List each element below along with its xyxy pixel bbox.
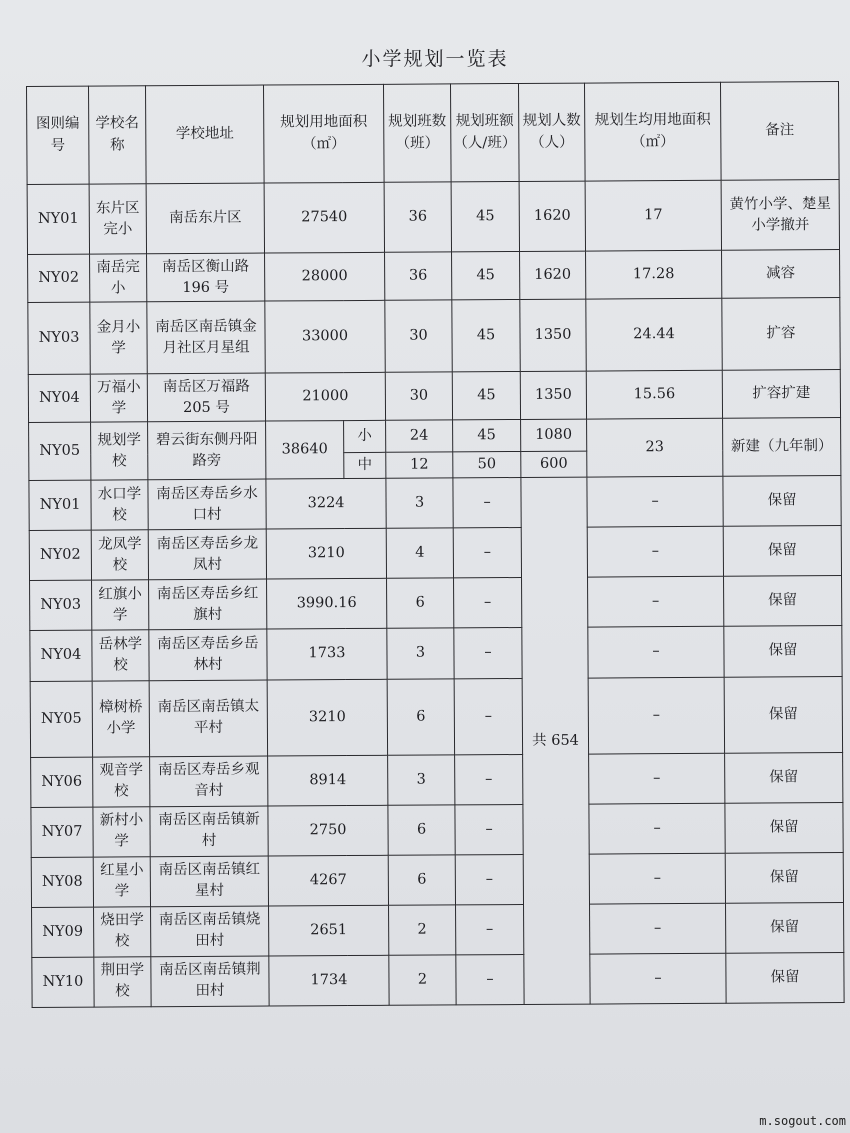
table-row — [28, 250, 840, 303]
people-cell: 1620 — [520, 251, 586, 299]
note-cell: 保留 — [725, 802, 843, 853]
per-student-area-cell: – — [588, 627, 724, 678]
per-student-area-cell: – — [589, 753, 725, 804]
class-size-cell: – — [454, 578, 522, 628]
per-student-area-cell: – — [589, 803, 725, 854]
classes-cell: 4 — [386, 528, 453, 578]
table-row — [31, 802, 843, 857]
per-student-area-cell: – — [588, 677, 724, 754]
table-row — [30, 576, 842, 631]
class-size-cell: – — [456, 904, 524, 954]
school-name-cell: 万福小学 — [90, 374, 147, 422]
area-cell: 3210 — [266, 529, 386, 580]
school-name-cell: 岳林学校 — [92, 630, 149, 680]
classes-cell: 36 — [385, 252, 452, 300]
area-cell: 8914 — [268, 755, 388, 806]
area-cell: 21000 — [265, 373, 385, 422]
classes-cell: 12 — [386, 452, 453, 478]
school-name-cell: 龙凤学校 — [91, 530, 148, 580]
code-cell: NY04 — [28, 374, 90, 422]
classes-cell: 2 — [389, 955, 456, 1006]
table-row — [31, 852, 843, 907]
header-classes: 规划班数（班） — [383, 84, 451, 182]
area-cell: 4267 — [268, 855, 388, 906]
table-row — [31, 752, 843, 807]
header-per-student-area: 规划生均用地面积（㎡） — [584, 82, 721, 181]
header-address: 学校地址 — [146, 85, 265, 184]
area-cell: 33000 — [265, 300, 385, 373]
classes-cell: 6 — [387, 578, 454, 628]
area-cell: 3224 — [266, 479, 386, 530]
table-row — [30, 676, 842, 757]
note-cell: 保留 — [723, 526, 841, 577]
class-size-cell: 45 — [452, 252, 520, 300]
classes-cell: 2 — [389, 905, 456, 955]
address-cell: 南岳区寿岳乡水口村 — [148, 479, 266, 530]
area-cell: 38640 — [266, 421, 344, 480]
address-cell: 碧云街东侧丹阳路旁 — [148, 421, 266, 480]
class-size-cell: – — [454, 678, 522, 754]
school-name-cell: 东片区完小 — [89, 184, 146, 254]
code-cell: NY08 — [31, 857, 93, 907]
people-cell: 1350 — [520, 299, 586, 371]
address-cell: 南岳区寿岳乡龙凤村 — [148, 529, 266, 580]
class-size-cell: – — [453, 478, 521, 528]
code-cell: NY06 — [31, 757, 93, 807]
table-row — [29, 526, 841, 581]
code-cell: NY10 — [32, 957, 94, 1008]
code-cell: NY05 — [30, 681, 92, 757]
class-size-cell: 45 — [452, 372, 520, 420]
school-name-cell: 观音学校 — [93, 756, 150, 806]
table-row — [29, 476, 841, 531]
note-cell: 保留 — [724, 676, 842, 753]
address-cell: 南岳区万福路 205 号 — [147, 373, 265, 422]
header-area: 规划用地面积（㎡） — [263, 84, 384, 183]
school-name-cell: 规划学校 — [91, 422, 148, 480]
code-cell: NY01 — [27, 184, 89, 254]
code-cell: NY07 — [31, 807, 93, 857]
address-cell: 南岳区南岳镇红星村 — [150, 856, 268, 907]
address-cell: 南岳区南岳镇新村 — [150, 806, 268, 857]
address-cell: 南岳区南岳镇烧田村 — [151, 906, 269, 957]
class-size-cell: – — [455, 854, 523, 904]
per-student-area-cell: 17.28 — [586, 250, 722, 299]
code-cell: NY01 — [29, 480, 91, 530]
table-header-row — [27, 82, 840, 185]
table-row — [29, 418, 841, 455]
note-cell: 保留 — [723, 476, 841, 527]
class-size-cell: 45 — [453, 420, 521, 452]
classes-cell: 36 — [384, 182, 451, 252]
classes-cell: 3 — [386, 478, 453, 528]
class-size-cell: – — [454, 628, 522, 678]
code-cell: NY04 — [30, 631, 92, 681]
class-size-cell: – — [456, 954, 524, 1005]
class-size-cell: 45 — [452, 300, 520, 372]
table-row — [30, 626, 842, 681]
school-name-cell: 樟树桥小学 — [92, 680, 149, 756]
note-cell: 保留 — [726, 952, 844, 1003]
note-cell: 保留 — [725, 752, 843, 803]
school-name-cell: 红星小学 — [93, 856, 150, 906]
code-cell: NY03 — [30, 581, 92, 631]
code-cell: NY02 — [29, 530, 91, 580]
address-cell: 南岳区南岳镇金月社区月星组 — [147, 301, 265, 374]
address-cell: 南岳区南岳镇太平村 — [149, 680, 267, 757]
school-name-cell: 水口学校 — [91, 480, 148, 530]
note-cell: 新建（九年制） — [723, 418, 841, 477]
classes-cell: 6 — [387, 678, 454, 754]
header-note: 备注 — [720, 82, 839, 181]
per-student-area-cell: 15.56 — [586, 370, 722, 419]
classes-cell: 3 — [388, 754, 455, 804]
area-cell: 2651 — [269, 905, 389, 956]
per-student-area-cell: 24.44 — [586, 298, 722, 371]
class-size-cell: 45 — [451, 181, 519, 251]
people-cell: 1080 — [521, 419, 587, 451]
class-size-cell: – — [455, 804, 523, 854]
area-cell: 28000 — [265, 252, 385, 301]
note-cell: 扩容扩建 — [722, 370, 840, 419]
address-cell: 南岳区寿岳乡红旗村 — [149, 579, 267, 630]
total-people-cell: 共 654 — [521, 477, 590, 1004]
note-cell: 黄竹小学、楚星小学撤并 — [721, 180, 839, 251]
level-cell: 中 — [344, 453, 386, 479]
header-people: 规划人数（人） — [518, 83, 585, 181]
classes-cell: 6 — [388, 805, 455, 855]
school-name-cell: 荆田学校 — [94, 957, 151, 1008]
code-cell: NY09 — [32, 907, 94, 957]
code-cell: NY03 — [28, 302, 90, 374]
area-cell: 2750 — [268, 805, 388, 856]
classes-cell: 24 — [386, 420, 453, 452]
page-title: 小学规划一览表 — [361, 48, 509, 70]
area-cell: 3210 — [267, 679, 387, 756]
table-row — [28, 298, 840, 375]
header-code: 图则编号 — [27, 86, 90, 184]
level-cell: 小 — [344, 421, 386, 453]
school-name-cell: 红旗小学 — [92, 580, 149, 630]
people-cell: 600 — [521, 451, 587, 477]
note-cell: 减容 — [722, 250, 840, 299]
table-row — [27, 180, 839, 255]
note-cell: 扩容 — [722, 298, 840, 371]
per-student-area-cell: – — [589, 853, 725, 904]
code-cell: NY05 — [29, 422, 91, 480]
people-cell: 1620 — [519, 181, 585, 251]
school-name-cell: 金月小学 — [90, 302, 147, 374]
per-student-area-cell: – — [588, 577, 724, 628]
area-cell: 3990.16 — [267, 579, 387, 630]
school-name-cell: 烧田学校 — [94, 906, 151, 956]
header-class-size: 规划班额（人/班） — [450, 83, 519, 181]
note-cell: 保留 — [724, 626, 842, 677]
classes-cell: 30 — [385, 300, 452, 372]
address-cell: 南岳区寿岳乡观音村 — [150, 756, 268, 807]
header-name: 学校名称 — [89, 86, 147, 184]
table-body — [27, 180, 844, 1008]
area-cell: 1734 — [269, 955, 389, 1006]
address-cell: 南岳区寿岳乡岳林村 — [149, 629, 267, 680]
note-cell: 保留 — [726, 902, 844, 953]
classes-cell: 30 — [385, 372, 452, 420]
people-cell: 1350 — [520, 371, 586, 419]
classes-cell: 6 — [388, 855, 455, 905]
per-student-area-cell: 17 — [585, 180, 721, 251]
per-student-area-cell: – — [587, 527, 723, 578]
per-student-area-cell: – — [590, 903, 726, 954]
area-cell: 27540 — [264, 182, 384, 253]
table-row — [28, 370, 840, 423]
classes-cell: 3 — [387, 628, 454, 678]
class-size-cell: 50 — [453, 452, 521, 478]
note-cell: 保留 — [724, 576, 842, 627]
area-cell: 1733 — [267, 629, 387, 680]
school-name-cell: 新村小学 — [93, 806, 150, 856]
address-cell: 南岳东片区 — [146, 183, 264, 254]
table-row — [32, 952, 844, 1007]
address-cell: 南岳区南岳镇荆田村 — [151, 956, 269, 1007]
per-student-area-cell: – — [587, 477, 723, 528]
school-plan-table — [26, 81, 845, 1008]
per-student-area-cell: 23 — [587, 419, 723, 478]
class-size-cell: – — [453, 528, 521, 578]
table-row — [32, 902, 844, 957]
school-name-cell: 南岳完小 — [90, 254, 147, 302]
class-size-cell: – — [455, 754, 523, 804]
code-cell: NY02 — [28, 254, 90, 302]
address-cell: 南岳区衡山路 196 号 — [147, 253, 265, 302]
note-cell: 保留 — [725, 852, 843, 903]
per-student-area-cell: – — [590, 953, 726, 1004]
watermark: m.sogout.com — [759, 1114, 846, 1128]
